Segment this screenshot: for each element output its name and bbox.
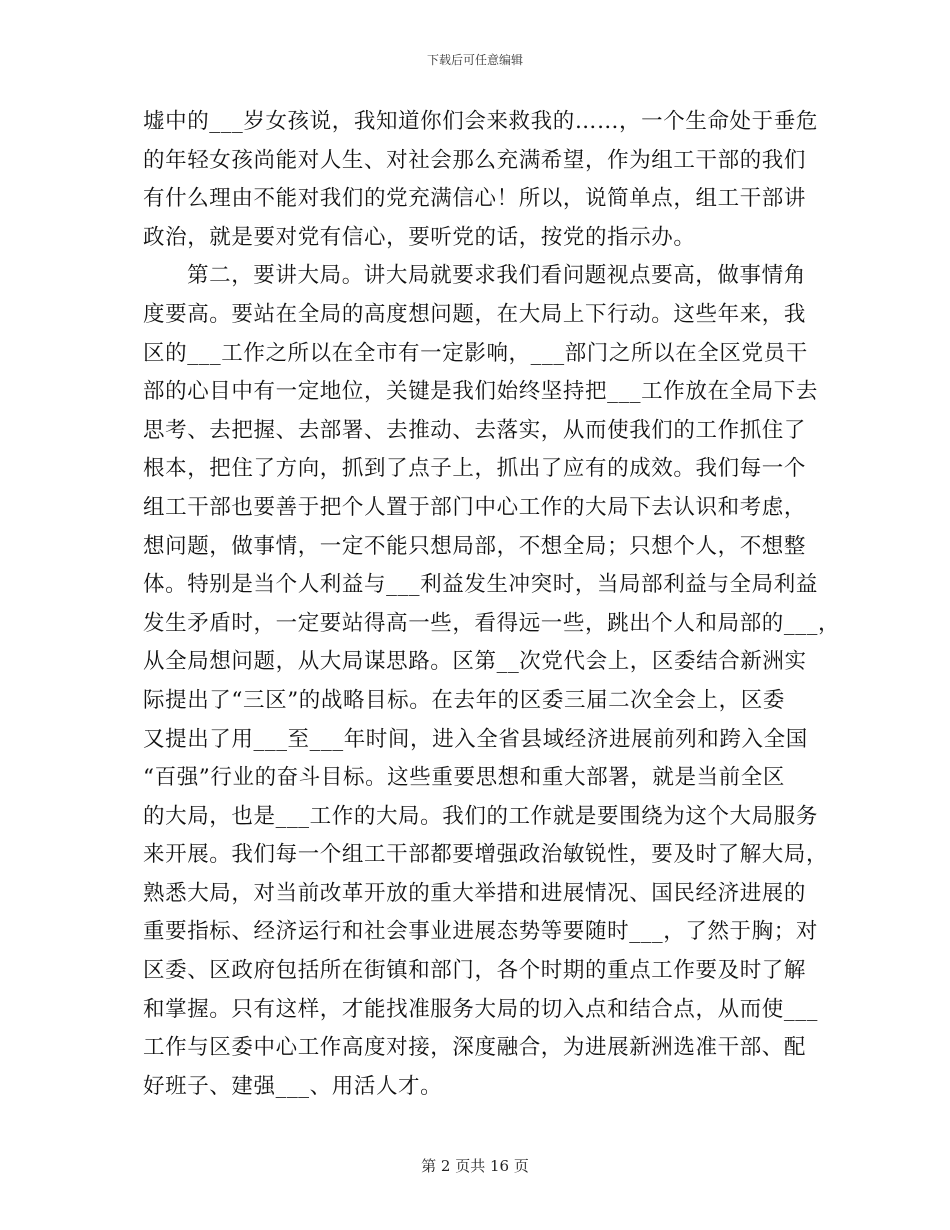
text-line: 区委、区政府包括所在街镇和部门，各个时期的重点工作要及时了解 [143,958,807,984]
text-line: 重要指标、经济运行和社会事业进展态势等要随时___，了然于胸；对 [143,919,818,945]
text-line: 有什么理由不能对我们的党充满信心！所以，说简单点，组工干部讲 [143,186,807,212]
text-line: 熟悉大局，对当前改革开放的重大举措和进展情况、国民经济进展的 [143,880,807,906]
text-line: 又提出了用___至___年时间，进入全省县域经济进展前列和跨入全国 [143,726,808,752]
text-line: 来开展。我们每一个组工干部都要增强政治敏锐性，要及时了解大局， [143,842,829,868]
text-line: 的大局，也是___工作的大局。我们的工作就是要围绕为这个大局服务 [143,803,818,829]
text-line: 政治，就是要对党有信心，要听党的话，按党的指示办。 [143,224,696,250]
page-number-footer: 第 2 页共 16 页 [421,1157,529,1175]
text-line: 思考、去把握、去部署、去推动、去落实，从而使我们的工作抓住了 [143,417,807,443]
text-line: 从全局想问题，从大局谋思路。区第__次党代会上，区委结合新洲实 [143,649,807,675]
document-body [143,103,841,1106]
text-line: 想问题，做事情，一定不能只想局部，不想全局；只想个人，不想整 [143,533,807,559]
text-line: 工作与区委中心工作高度对接，深度融合，为进展新洲选准干部、配 [143,1035,807,1061]
text-line: 的年轻女孩尚能对人生、对社会那么充满希望，作为组工干部的我们 [143,147,807,173]
text-line: 墟中的___岁女孩说，我知道你们会来救我的……，一个生命处于垂危 [143,109,818,134]
page-header: 下载后可任意编辑 [426,53,523,67]
text-line: 根本，把住了方向，抓到了点子上，抓出了应有的成效。我们每一个 [143,456,807,482]
text-line: 区的___工作之所以在全市有一定影响，___部门之所以在全区党员干 [143,340,808,366]
text-line: 好班子、建强___、用活人才。 [143,1073,443,1099]
text-line: “百强”行业的奋斗目标。这些重要思想和重大部署，就是当前全区 [143,765,785,791]
paragraph-first-line: 第二，要讲大局。讲大局就要求我们看问题视点要高，做事情角 [187,263,806,289]
text-line: 际提出了“三区”的战略目标。在去年的区委三届二次全会上，区委 [143,687,785,713]
text-line: 度要高。要站在全局的高度想问题，在大局上下行动。这些年来，我 [143,301,807,327]
text-line: 发生矛盾时，一定要站得高一些，看得远一些，跳出个人和局部的___， [143,610,841,636]
text-line: 部的心目中有一定地位，关键是我们始终坚持把___工作放在全局下去 [143,379,818,405]
text-line: 体。特别是当个人利益与___利益发生冲突时，当局部利益与全局利益 [143,572,818,598]
text-line: 组工干部也要善于把个人置于部门中心工作的大局下去认识和考虑， [143,494,807,520]
text-line: 和掌握。只有这样，才能找准服务大局的切入点和结合点，从而使___ [143,996,818,1022]
